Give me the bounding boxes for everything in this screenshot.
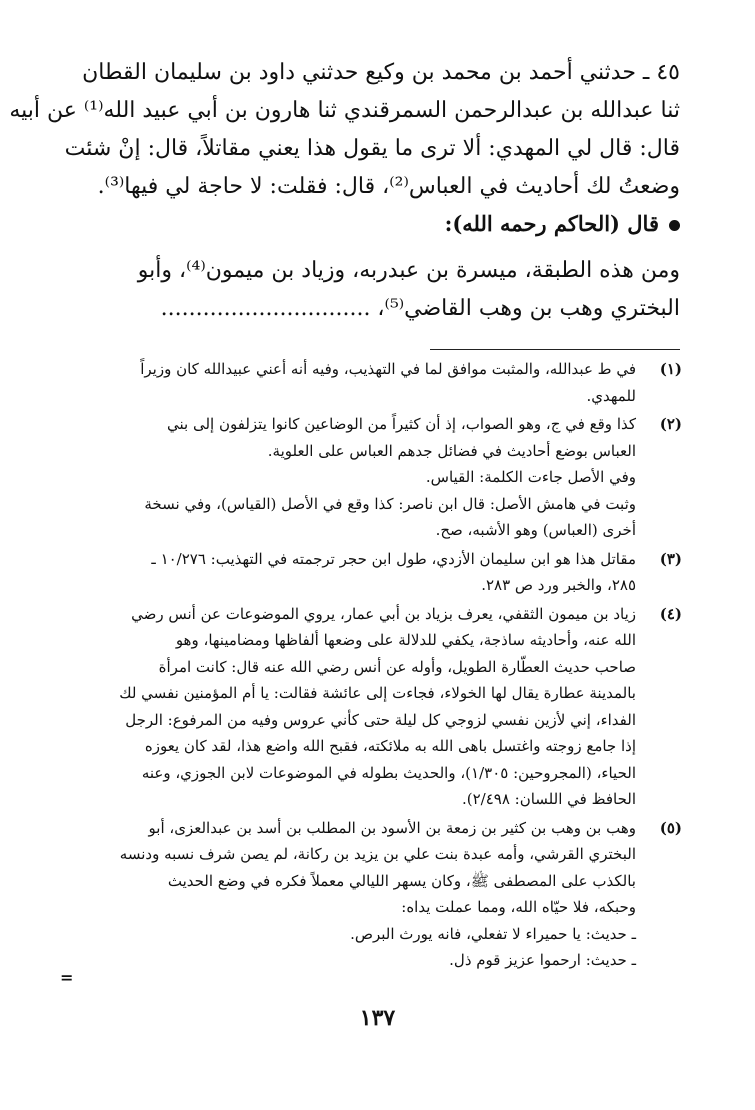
footnote-line: مقاتل هذا هو ابن سليمان الأزدي، طول ابن حجر ترجمته في التهذيب: ١٠/٢٧٦ ـ (151, 549, 636, 568)
footnote-line: ـ حديث: يا حميراء لا تفعلي، فانه يورث البرص. (350, 924, 636, 943)
page-number: ١٣٧ (359, 1005, 396, 1031)
footnote-line: إذا جامع زوجته واغتسل باهى الله به ملائكته، فقبح الله واضع هذا، لقد كان يعوزه (144, 737, 636, 755)
hadith-45-paragraph (9, 54, 680, 206)
footnote-line: وحبكه، فلا حيّاه الله، ومما عملت يداه: (401, 898, 636, 916)
footnote-line: العباس بوضع أحاديث في فضائل جدهم العباس على العلوية. (267, 441, 636, 460)
footnote-line: الفداء، إني لأزين نفسي لزوجي كل ليلة حتى كأني عروس وفيه من المرفوع: الرجل (125, 710, 636, 729)
footnote-number: (٥) (659, 818, 682, 837)
text-line: ومن هذه الطبقة، ميسرة بن عبدربه، وزياد بن ميمون⁽⁴⁾، وأبو (137, 258, 680, 283)
narrators-paragraph (70, 252, 680, 328)
footnote-line: وفي الأصل جاءت الكلمة: القياس. (425, 468, 636, 486)
footnotes (66, 356, 682, 976)
footnote-line: بالكذب على المصطفى ﷺ، وكان يسهر الليالي معملاً فكره في وضع الحديث (167, 871, 636, 890)
continuation-mark: = (60, 968, 74, 987)
footnote-1 (66, 356, 682, 409)
footnote-line: الله عنه، وأحاديثه ساذجة، يكفي للدلالة على وضعها ألفاظها ومضامينها، وهو (175, 631, 636, 649)
footnote-number: (٤) (659, 604, 682, 623)
footnote-line: وهب بن وهب بن كثير بن زمعة بن الأسود بن المطلب بن أسد بن عبدالعزى، أبو (148, 818, 636, 837)
footnote-5 (66, 815, 682, 974)
bullet-icon (669, 220, 680, 231)
text-line: البختري وهب بن وهب القاضي⁽⁵⁾، .............................. (160, 296, 680, 321)
footnote-line: كذا وقع في ج، وهو الصواب، إذ أن كثيراً من الوضاعين كانوا يتزلفون إلى بني (166, 415, 636, 433)
footnote-line: زياد بن ميمون الثقفي، يعرف بزياد بن أبي عمار، يروي الموضوعات عن أنس رضي (131, 604, 636, 623)
footnote-line: ٢٨٥، والخبر ورد ص ٢٨٣. (481, 576, 636, 594)
footnote-4 (66, 601, 682, 813)
section-heading (70, 206, 680, 242)
footnote-line: في ط عبدالله، والمثبت موافق لما في التهذيب، وفيه أنه أعني عبيدالله كان وزيراً (140, 360, 636, 378)
footnote-line: ـ حديث: ارحموا عزيز قوم ذل. (449, 951, 636, 969)
text-line: وضعتُ لك أحاديث في العباس⁽²⁾، قال: فقلت: لا حاجة لي فيها⁽³⁾. (97, 174, 680, 199)
footnote-line: أخرى (العباس) وهو الأشبه، صح. (435, 521, 636, 539)
footnote-2 (66, 411, 682, 544)
footnote-line: البختري القرشي، وأمه عبدة بنت علي بن يزيد بن ركانة، لم يصن شرف نسبه ودنسه (119, 845, 636, 863)
footnote-line: وثبت في هامش الأصل: قال ابن ناصر: كذا وقع في الأصل (القياس)، وفي نسخة (144, 494, 636, 513)
footnote-line: الحافظ في اللسان: ٢/٤٩٨). (461, 790, 636, 808)
footnote-number: (٣) (659, 549, 682, 568)
text-line: ثنا عبدالله بن عبدالرحمن السمرقندي ثنا هارون بن أبي عبيد الله⁽¹⁾ عن أبيه (9, 98, 680, 123)
footnote-line: للمهدي. (586, 386, 636, 405)
footnote-line: الحياء، (المجروحين: ١/٣٠٥)، والحديث بطوله في الموضوعات لابن الجوزي، وعنه (141, 763, 636, 782)
footnote-line: صاحب حديث العطّارة الطويل، وأوله عن أنس رضي الله عنه قال: كانت امرأة (158, 657, 636, 676)
text-line: قال: قال لي المهدي: ألا ترى ما يقول هذا يعني مقاتلاً، قال: إنْ شئت (64, 136, 680, 161)
footnote-line: بالمدينة عطارة يقال لها الخولاء، فجاءت إلى عائشة فقالت: يا أم المؤمنين نفسي لك (119, 684, 636, 702)
footnote-3 (66, 546, 682, 599)
footnote-number: (١) (659, 360, 682, 378)
text-line: ٤٥ ـ حدثني أحمد بن محمد بن وكيع حدثني داود بن سليمان القطان (82, 60, 680, 85)
footnote-number: (٢) (659, 415, 682, 433)
footnote-divider (430, 349, 680, 350)
heading-text: قال (الحاكم رحمه الله): (444, 211, 659, 236)
